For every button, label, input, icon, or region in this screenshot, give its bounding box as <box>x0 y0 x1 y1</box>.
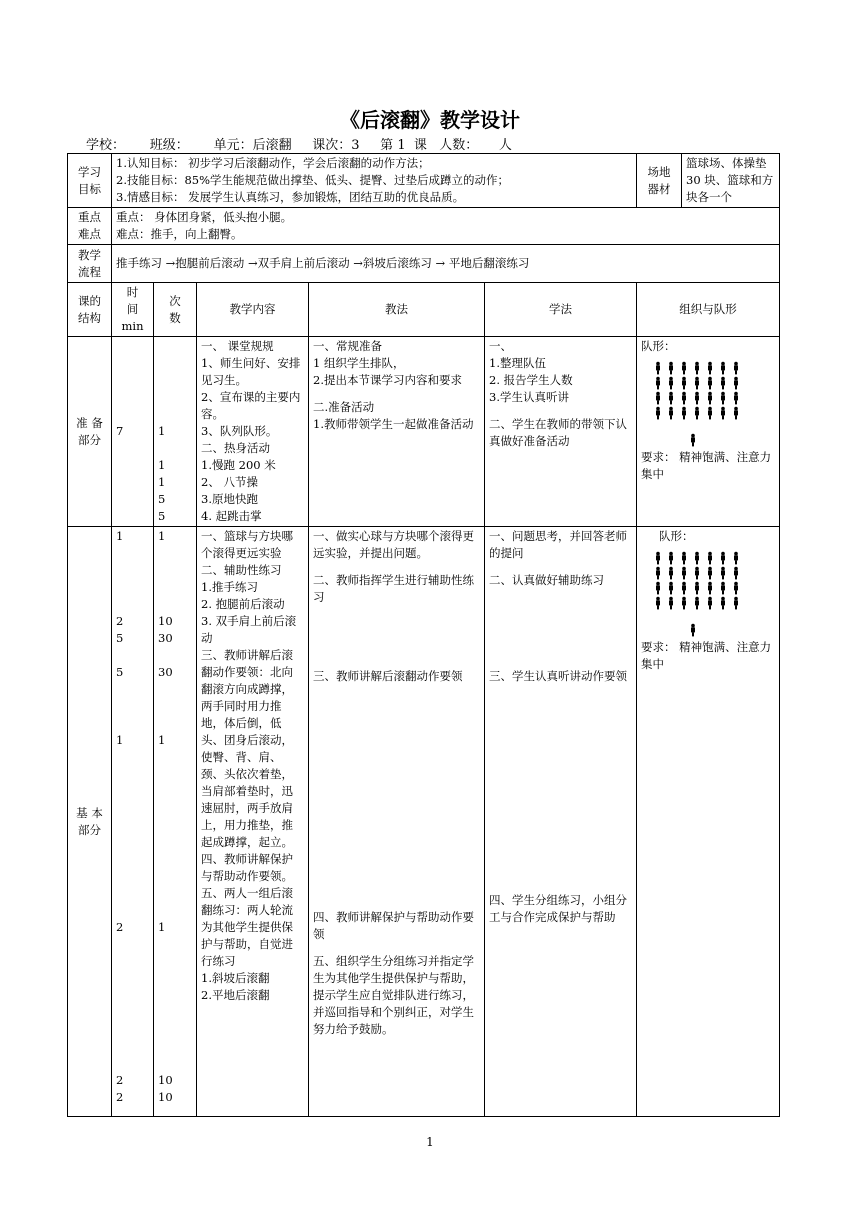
objective-line: 1.认知目标： 初步学习后滚翻动作，学会后滚翻的动作方法； <box>116 156 430 170</box>
count-line <box>158 579 192 596</box>
learning-line: 二、认真做好辅助练习 <box>489 573 604 587</box>
student-figure-icon <box>734 362 738 375</box>
count-line <box>158 406 192 423</box>
teacher-figure-icon <box>691 434 695 447</box>
time-line <box>116 647 149 664</box>
count-line: 5 <box>158 509 166 523</box>
student-figure-icon <box>721 377 725 390</box>
prep-organization <box>637 337 780 527</box>
time-line <box>116 389 149 406</box>
count-line <box>158 338 192 355</box>
flow-text: 推手练习 →抱腿前后滚动 →双手肩上前后滚动 →斜坡后滚练习 → 平地后翻滚练习 <box>112 245 780 283</box>
count-line <box>158 800 192 817</box>
content-line: 1.慢跑 200 米 <box>201 458 276 472</box>
content-line: 1、师生问好、安排见习生。 <box>201 356 301 387</box>
time-line <box>116 851 149 868</box>
content-line: 二、辅助性练习 <box>201 563 282 577</box>
time-line <box>116 355 149 372</box>
count-line <box>158 440 192 457</box>
student-figure-icon <box>721 392 725 405</box>
student-figure-icon <box>708 392 712 405</box>
student-figure-icon <box>656 597 660 610</box>
difficulty-line: 难点：推手，向上翻臀。 <box>116 227 243 241</box>
student-figure-icon <box>682 552 686 565</box>
student-figure-icon <box>656 582 660 595</box>
teaching-line: 一、做实心球与方块哪个滚得更远实验，并提出问题。 <box>313 529 474 560</box>
key-points-label: 重点 难点 <box>68 208 112 245</box>
count-line <box>158 1004 192 1021</box>
time-line: 5 <box>116 631 124 645</box>
time-line: 7 <box>116 424 124 438</box>
header-count: 次 数 <box>154 283 197 337</box>
student-figure-icon <box>656 567 660 580</box>
student-figure-icon <box>695 392 699 405</box>
student-figure-icon <box>682 597 686 610</box>
student-figure-icon <box>669 597 673 610</box>
teaching-line: 三、教师讲解后滚翻动作要领 <box>313 669 463 683</box>
time-line <box>116 783 149 800</box>
basic-section-label: 基 本 部分 <box>68 527 112 1117</box>
time-line <box>116 817 149 834</box>
student-figure-icon <box>669 392 673 405</box>
prep-count-column <box>154 337 197 527</box>
content-line: 三、教师讲解后滚翻动作要领：北向翻滚方向成蹲撑，两手同时用力推地，体后倒，低头、团身后滚动，使臀、背、肩、颈、头依次着垫，当肩部着垫时，迅速屈肘，两手放肩上，用力推垫，推起成蹲撑，起立。 <box>201 648 293 849</box>
venue-label: 场地 器材 <box>637 154 682 208</box>
student-figure-icon <box>669 552 673 565</box>
learning-line: 三、学生认真听讲动作要领 <box>489 669 627 683</box>
student-figure-icon <box>682 567 686 580</box>
student-figure-icon <box>721 582 725 595</box>
time-line: 2 <box>116 1073 124 1087</box>
spacer <box>489 685 632 892</box>
count-line <box>158 1055 192 1072</box>
spacer <box>489 406 632 416</box>
learning-line: 1.整理队伍 <box>489 356 546 370</box>
teaching-line: 1.教师带领学生一起做准备活动 <box>313 417 474 431</box>
basic-organization <box>637 527 780 1117</box>
header-content: 教学内容 <box>197 283 309 337</box>
count-line: 5 <box>158 492 166 506</box>
student-figure-icon <box>669 567 673 580</box>
content-line: 3. 双手肩上前后滚动 <box>201 614 297 645</box>
header-structure: 课的 结构 <box>68 283 112 337</box>
time-line <box>116 579 149 596</box>
student-figure-icon <box>669 407 673 420</box>
venue-value: 篮球场、体操垫 30 块、篮球和方块各一个 <box>682 154 780 208</box>
formation-label: 队形： <box>659 529 694 543</box>
time-line <box>116 749 149 766</box>
content-line: 3.原地快跑 <box>201 492 258 506</box>
header-learning: 学法 <box>485 283 637 337</box>
teaching-line: 一、常规准备 <box>313 339 382 353</box>
count-line <box>158 902 192 919</box>
formation-note: 要求： 精神饱满、注意力集中 <box>641 450 772 481</box>
time-line <box>116 1055 149 1072</box>
count-line <box>158 698 192 715</box>
content-line: 2. 抱腿前后滚动 <box>201 597 285 611</box>
content-line: 4. 起跳击掌 <box>201 509 262 523</box>
content-line: 1.推手练习 <box>201 580 258 594</box>
time-line: 5 <box>116 665 124 679</box>
time-line <box>116 1004 149 1021</box>
student-figure-icon <box>656 407 660 420</box>
objective-line: 2.技能目标：85%学生能规范做出撑垫、低头、提臀、过垫后成蹲立的动作； <box>116 173 510 187</box>
header-teaching: 教法 <box>309 283 485 337</box>
key-point-line: 重点： 身体团身紧，低头抱小腿。 <box>116 210 293 224</box>
student-figure-icon <box>695 567 699 580</box>
student-figure-icon <box>682 392 686 405</box>
student-figure-icon <box>708 567 712 580</box>
student-figure-icon <box>708 377 712 390</box>
formation-diagram <box>651 359 775 449</box>
header-organization: 组织与队形 <box>637 283 780 337</box>
document-title: 《后滚翻》教学设计 <box>340 108 520 132</box>
content-line: 2、 八节操 <box>201 475 258 489</box>
student-figure-icon <box>734 597 738 610</box>
count-line: 1 <box>158 475 166 489</box>
teacher-figure-icon <box>691 624 695 637</box>
count-line <box>158 834 192 851</box>
prep-teaching <box>309 337 485 527</box>
count-line <box>158 355 192 372</box>
student-figure-icon <box>669 362 673 375</box>
time-line <box>116 766 149 783</box>
count-line <box>158 389 192 406</box>
student-figure-icon <box>695 582 699 595</box>
student-figure-icon <box>721 567 725 580</box>
student-figure-icon <box>721 597 725 610</box>
content-line: 一、篮球与方块哪个滚得更远实验 <box>201 529 293 560</box>
time-line <box>116 868 149 885</box>
time-line <box>116 545 149 562</box>
student-figure-icon <box>734 552 738 565</box>
key-points-cell <box>112 208 780 245</box>
count-line <box>158 562 192 579</box>
time-line <box>116 936 149 953</box>
time-line <box>116 715 149 732</box>
student-figure-icon <box>734 392 738 405</box>
student-figure-icon <box>708 362 712 375</box>
spacer <box>313 562 480 572</box>
count-line <box>158 987 192 1004</box>
count-line <box>158 647 192 664</box>
time-line <box>116 1038 149 1055</box>
time-line <box>116 338 149 355</box>
time-line <box>116 970 149 987</box>
flow-label: 教学 流程 <box>68 245 112 283</box>
prep-time-column <box>112 337 154 527</box>
student-figure-icon <box>669 582 673 595</box>
student-figure-icon <box>734 377 738 390</box>
time-line <box>116 698 149 715</box>
time-line <box>116 406 149 423</box>
spacer <box>313 943 480 953</box>
time-line <box>116 1021 149 1038</box>
count-line: 10 <box>158 1073 173 1087</box>
content-line: 四、教师讲解保护与帮助动作要领。 <box>201 852 293 883</box>
count-line: 1 <box>158 733 166 747</box>
count-line: 1 <box>158 458 166 472</box>
student-figure-icon <box>708 407 712 420</box>
content-line: 1.斜坡后滚翻 <box>201 971 270 985</box>
content-line: 2.平地后滚翻 <box>201 988 270 1002</box>
student-figure-icon <box>708 582 712 595</box>
student-figure-icon <box>682 582 686 595</box>
student-figure-icon <box>695 407 699 420</box>
time-line: 2 <box>116 1090 124 1104</box>
formation-figures-icon <box>651 549 751 639</box>
learning-line: 2. 报告学生人数 <box>489 373 573 387</box>
prep-learning <box>485 337 637 527</box>
student-figure-icon <box>695 597 699 610</box>
count-line <box>158 851 192 868</box>
count-line <box>158 817 192 834</box>
count-line <box>158 783 192 800</box>
formation-figures-icon <box>651 359 751 449</box>
objectives-cell <box>112 154 637 208</box>
basic-count-column <box>154 527 197 1117</box>
time-line: 1 <box>116 529 124 543</box>
student-figure-icon <box>734 582 738 595</box>
teaching-line: 2.提出本节课学习内容和要求 <box>313 373 462 387</box>
time-line <box>116 885 149 902</box>
count-line: 10 <box>158 614 173 628</box>
time-line <box>116 834 149 851</box>
count-line <box>158 372 192 389</box>
time-line <box>116 372 149 389</box>
count-line <box>158 936 192 953</box>
learning-line: 二、学生在教师的带领下认真做好准备活动 <box>489 417 627 448</box>
count-line: 1 <box>158 529 166 543</box>
basic-content <box>197 527 309 1117</box>
count-line: 1 <box>158 920 166 934</box>
student-figure-icon <box>721 552 725 565</box>
time-line: 2 <box>116 920 124 934</box>
count-line <box>158 1021 192 1038</box>
content-line: 二、热身活动 <box>201 441 270 455</box>
count-line <box>158 868 192 885</box>
time-line <box>116 596 149 613</box>
student-figure-icon <box>721 407 725 420</box>
prep-content <box>197 337 309 527</box>
student-figure-icon <box>721 362 725 375</box>
student-figure-icon <box>734 567 738 580</box>
formation-label: 队形： <box>641 339 676 353</box>
prep-section-label: 准 备 部分 <box>68 337 112 527</box>
count-line <box>158 596 192 613</box>
time-line <box>116 902 149 919</box>
learning-line: 3.学生认真听讲 <box>489 390 569 404</box>
time-line: 2 <box>116 614 124 628</box>
time-line <box>116 800 149 817</box>
time-line <box>116 681 149 698</box>
meta-line: 学校： 班级： 单元：后滚翻 课次：3 第 1 课 人数： 人 <box>86 138 512 153</box>
count-line <box>158 715 192 732</box>
basic-learning <box>485 527 637 1117</box>
basic-time-column <box>112 527 154 1117</box>
count-line <box>158 766 192 783</box>
count-line <box>158 885 192 902</box>
content-line: 一、 课堂规规 <box>201 339 274 353</box>
time-line: 1 <box>116 733 124 747</box>
header-time: 时 间 min <box>112 283 154 337</box>
spacer <box>489 589 632 668</box>
student-figure-icon <box>695 552 699 565</box>
formation-diagram <box>651 549 775 639</box>
count-line: 1 <box>158 424 166 438</box>
learning-line: 一、 <box>489 339 512 353</box>
student-figure-icon <box>669 377 673 390</box>
teaching-line: 1 组织学生排队， <box>313 356 405 370</box>
count-line <box>158 749 192 766</box>
learning-line: 一、问题思考，并回答老师的提问 <box>489 529 627 560</box>
spacer <box>313 389 480 399</box>
student-figure-icon <box>656 362 660 375</box>
formation-note: 要求： 精神饱满、注意力集中 <box>641 640 772 671</box>
count-line: 30 <box>158 665 173 679</box>
lesson-plan-table <box>67 153 780 1117</box>
learning-line: 四、学生分组练习，小组分工与合作完成保护与帮助 <box>489 893 627 924</box>
count-line: 30 <box>158 631 173 645</box>
count-line <box>158 953 192 970</box>
content-line: 五、两人一组后滚翻练习：两人轮流为其他学生提供保护与帮助，自觉进行练习 <box>201 886 293 968</box>
time-line <box>116 953 149 970</box>
count-line <box>158 1038 192 1055</box>
spacer <box>489 562 632 572</box>
student-figure-icon <box>682 407 686 420</box>
objectives-label: 学习 目标 <box>68 154 112 208</box>
teaching-line: 四、教师讲解保护与帮助动作要领 <box>313 910 474 941</box>
student-figure-icon <box>656 392 660 405</box>
teaching-line: 二、教师指挥学生进行辅助性练习 <box>313 573 474 604</box>
objective-line: 3.情感目标： 发展学生认真练习，参加锻炼，团结互助的优良品质。 <box>116 190 465 204</box>
content-line: 2、宣布课的主要内容。 <box>201 390 301 421</box>
spacer <box>313 685 480 909</box>
basic-teaching <box>309 527 485 1117</box>
student-figure-icon <box>682 377 686 390</box>
student-figure-icon <box>708 552 712 565</box>
teaching-line: 二.准备活动 <box>313 400 375 414</box>
count-line <box>158 545 192 562</box>
student-figure-icon <box>695 377 699 390</box>
student-figure-icon <box>708 597 712 610</box>
student-figure-icon <box>695 362 699 375</box>
count-line <box>158 970 192 987</box>
teaching-line: 五、组织学生分组练习并指定学生为其他学生提供保护与帮助，提示学生应自觉排队进行练习，并巡回指导和个别纠正，对学生努力给予鼓励。 <box>313 954 474 1036</box>
student-figure-icon <box>656 377 660 390</box>
count-line <box>158 681 192 698</box>
spacer <box>313 606 480 668</box>
student-figure-icon <box>682 362 686 375</box>
count-line: 10 <box>158 1090 173 1104</box>
student-figure-icon <box>734 407 738 420</box>
time-line <box>116 562 149 579</box>
content-line: 3、队列队形。 <box>201 424 278 438</box>
time-line <box>116 987 149 1004</box>
page-number: 1 <box>426 1135 434 1149</box>
student-figure-icon <box>656 552 660 565</box>
